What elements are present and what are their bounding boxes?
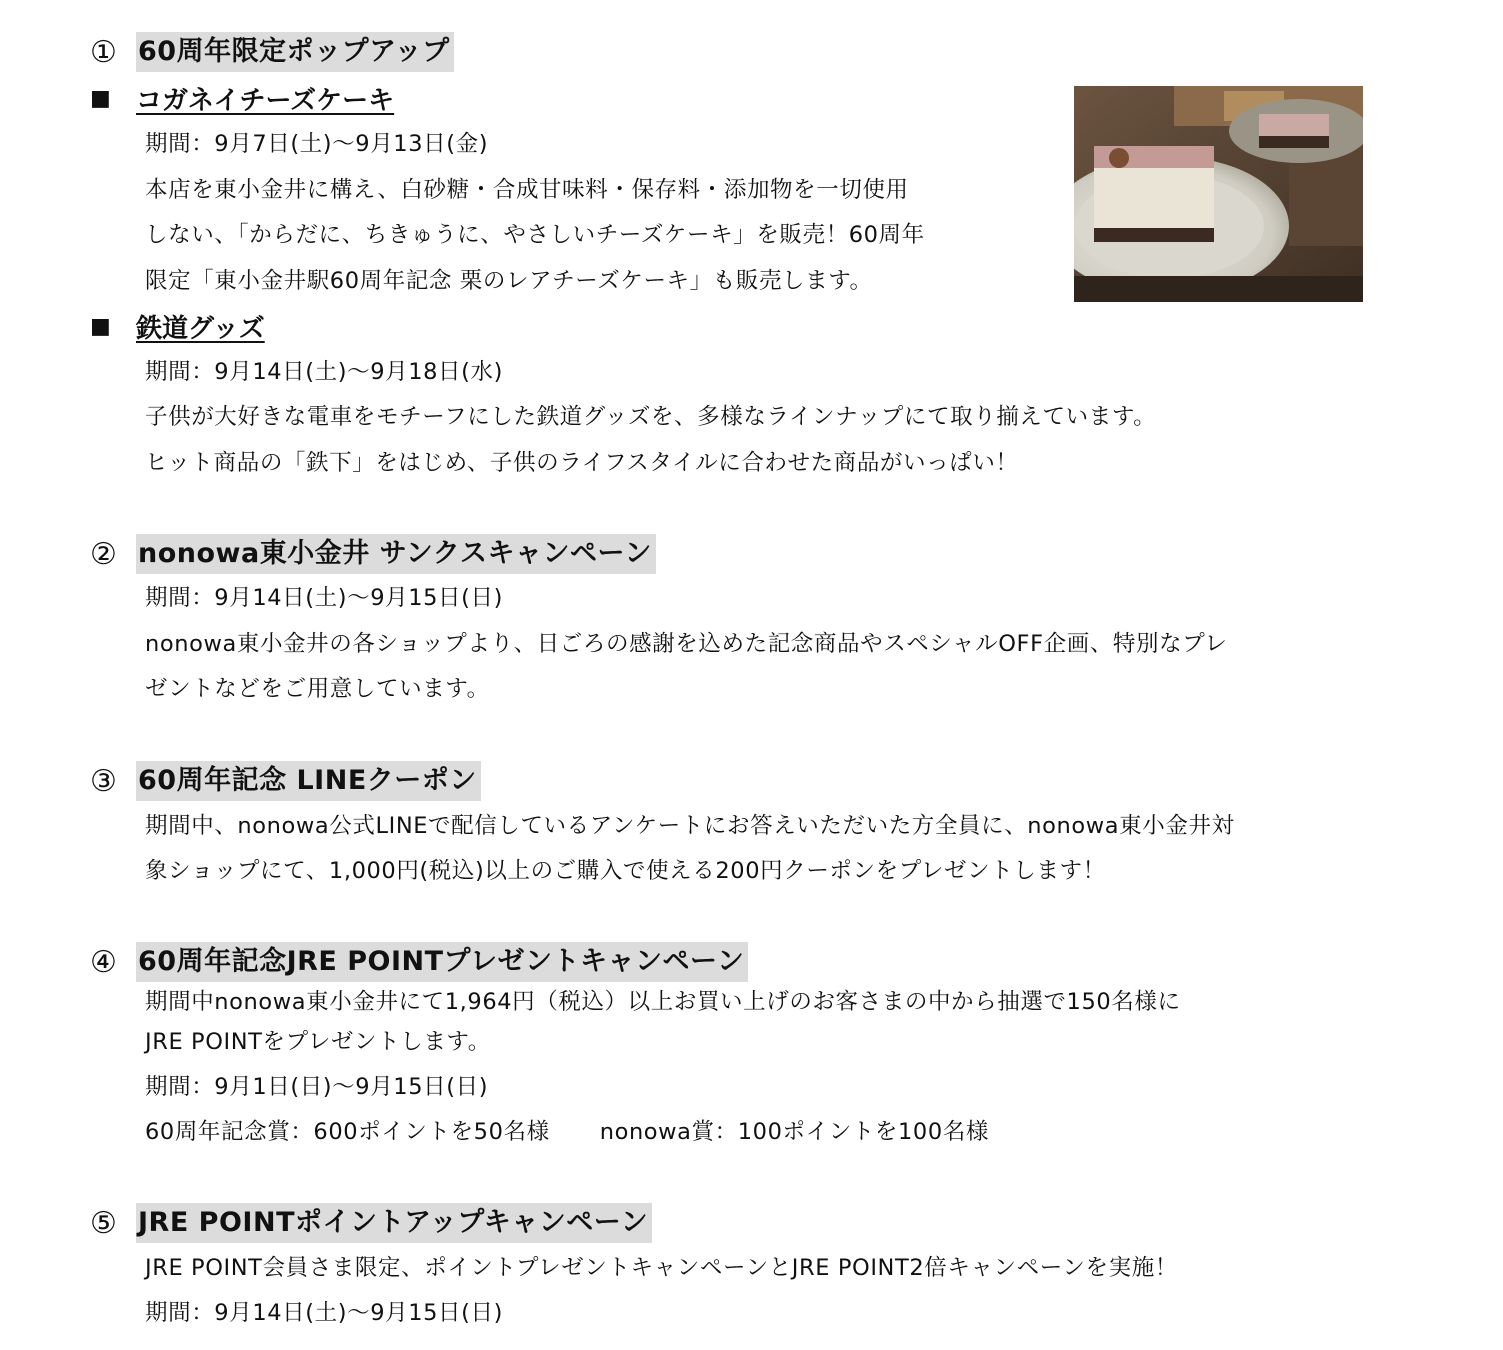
section-4-period: 期間：9月1日(日)～9月15日(日): [145, 1074, 489, 1100]
section-3-heading: [90, 761, 481, 801]
section-5-text-1: JRE POINT会員さま限定、ポイントプレゼントキャンペーンとJRE POINT2倍キャンペーンを実施！: [145, 1255, 1178, 1281]
section-4-text-2: JRE POINTをプレゼントします。: [145, 1029, 491, 1055]
section-2-number: ②: [90, 536, 118, 572]
item-cheesecake-text-3: 限定「東小金井駅60周年記念 栗のレアチーズケーキ」も販売します。: [145, 268, 873, 294]
cheesecake-photo: [1074, 86, 1363, 302]
bullet-square-icon: ■: [90, 313, 111, 339]
section-1-number: ①: [90, 34, 118, 70]
bullet-square-icon: ■: [90, 85, 111, 111]
section-1-heading: [90, 32, 454, 72]
section-2-heading: [90, 534, 656, 574]
section-3-text-1: 期間中、nonowa公式LINEで配信しているアンケートにお答えいただいた方全員に、nonowa東小金井対: [145, 813, 1235, 839]
prize-nonowa: nonowa賞：100ポイントを100名様: [599, 1119, 989, 1145]
item-train-goods-text-1: 子供が大好きな電車をモチーフにした鉄道グッズを、多様なラインナップにて取り揃えています。: [145, 404, 1157, 430]
item-cheesecake-heading: [90, 80, 394, 116]
item-cheesecake-title: コガネイチーズケーキ: [136, 85, 395, 116]
section-4-text-1: 期間中nonowa東小金井にて1,964円（税込）以上お買い上げのお客さまの中から抽選で150名様に: [145, 989, 1181, 1015]
section-5-title: JRE POINTポイントアップキャンペーン: [136, 1203, 652, 1243]
item-cheesecake-text-2: しない、「からだに、ちきゅうに、やさしいチーズケーキ」を販売！60周年: [145, 222, 925, 248]
item-cheesecake-text-1: 本店を東小金井に構え、白砂糖・合成甘味料・保存料・添加物を一切使用: [145, 177, 909, 203]
section-3-title: 60周年記念 LINEクーポン: [136, 761, 481, 801]
item-train-goods-heading: [90, 308, 265, 344]
section-4-title: 60周年記念JRE POINTプレゼントキャンペーン: [136, 942, 748, 982]
section-3-number: ③: [90, 763, 118, 799]
section-4-heading: [90, 942, 748, 982]
section-4-prizes: [145, 1116, 989, 1148]
section-2-period: 期間：9月14日(土)～9月15日(日): [145, 585, 504, 611]
item-train-goods-title: 鉄道グッズ: [136, 313, 265, 344]
section-5-period: 期間：9月14日(土)～9月15日(日): [145, 1300, 504, 1326]
item-train-goods-period: 期間：9月14日(土)～9月18日(水): [145, 359, 504, 385]
item-train-goods-text-2: ヒット商品の「鉄下」をはじめ、子供のライフスタイルに合わせた商品がいっぱい！: [145, 450, 1019, 476]
item-cheesecake-period: 期間：9月7日(土)～9月13日(金): [145, 131, 489, 157]
section-1-title: 60周年限定ポップアップ: [136, 32, 454, 72]
section-5-heading: [90, 1203, 652, 1243]
section-2-title: nonowa東小金井 サンクスキャンペーン: [136, 534, 656, 574]
section-4-number: ④: [90, 944, 118, 980]
section-2-text-2: ゼントなどをご用意しています。: [145, 676, 490, 702]
section-2-text-1: nonowa東小金井の各ショップより、日ごろの感謝を込めた記念商品やスペシャルOFF企画、特別なプレ: [145, 631, 1228, 657]
prize-anniversary: 60周年記念賞：600ポイントを50名様: [145, 1119, 550, 1145]
section-3-text-2: 象ショップにて、1,000円(税込)以上のご購入で使える200円クーポンをプレゼントします！: [145, 858, 1106, 884]
section-5-number: ⑤: [90, 1205, 118, 1241]
